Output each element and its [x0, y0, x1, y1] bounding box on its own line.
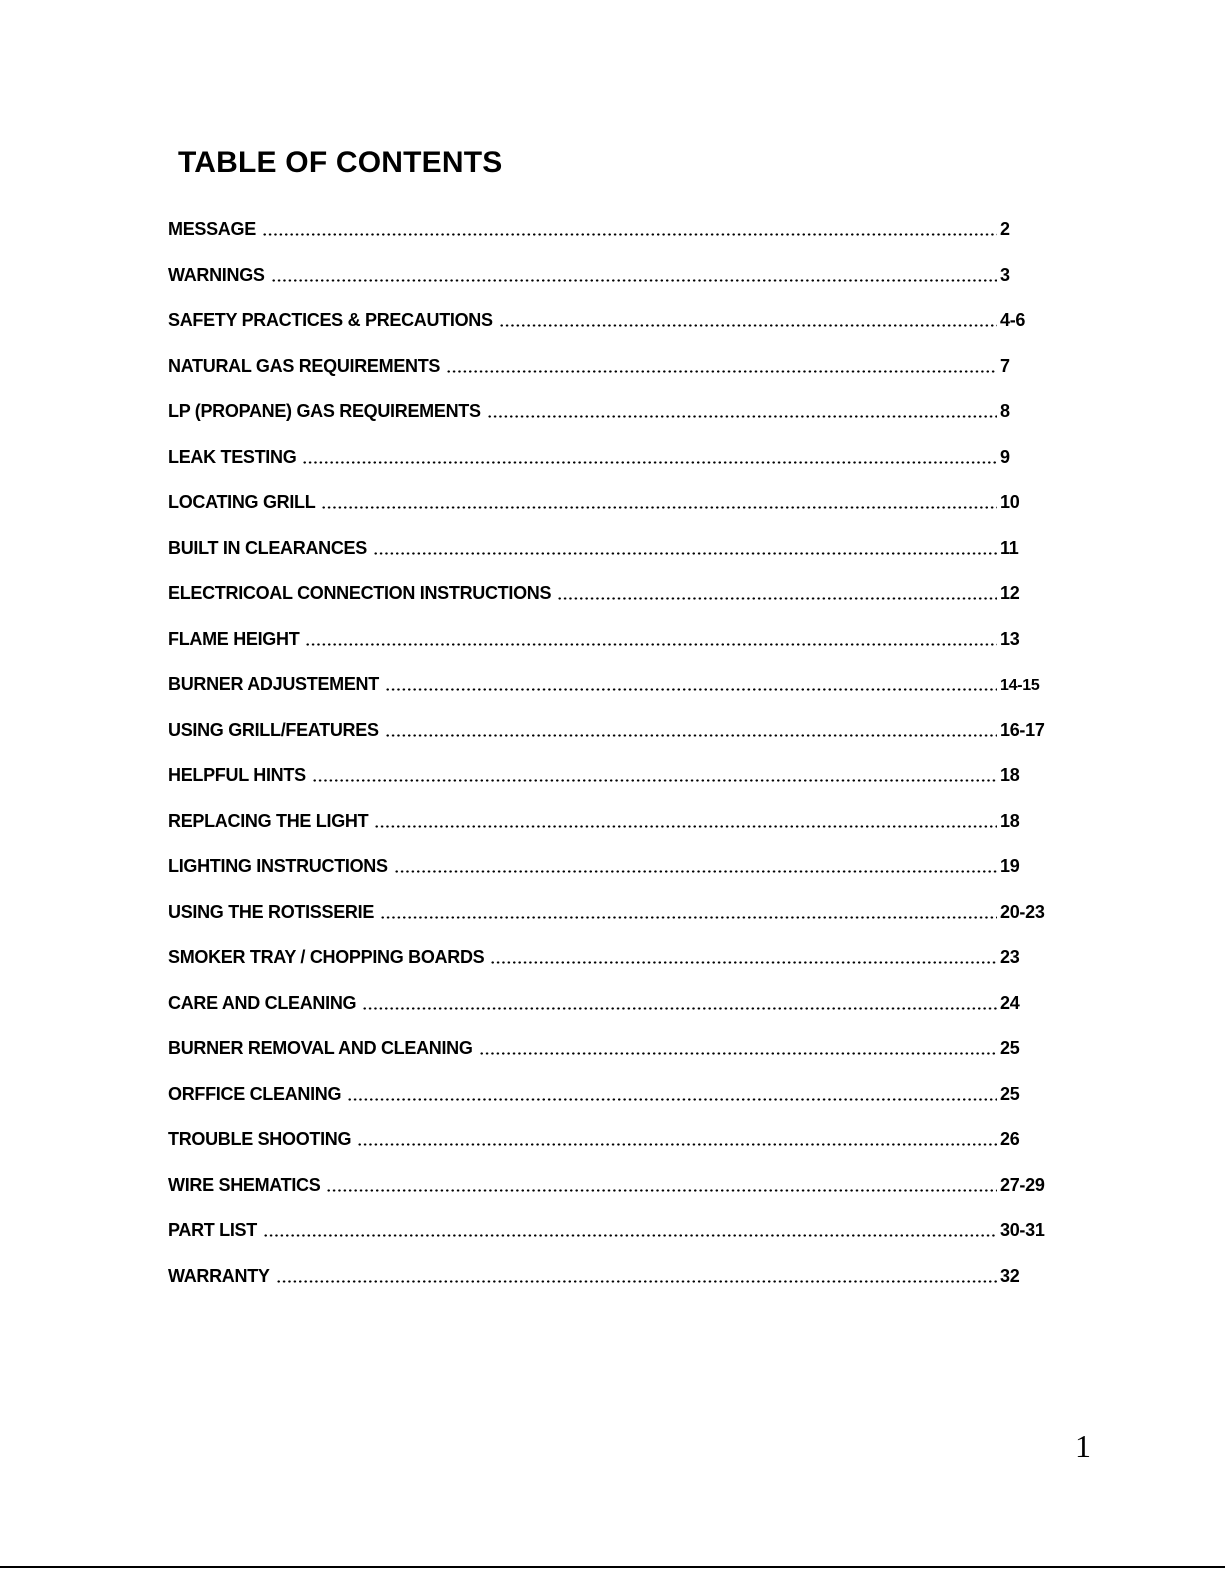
dot-leader [326, 1189, 997, 1192]
toc-entry-page: 16-17 [1000, 719, 1045, 740]
toc-entry-page: 13 [1000, 628, 1020, 649]
toc-entry[interactable] [168, 530, 1048, 576]
toc-entry[interactable] [168, 939, 1048, 985]
toc-entry-page: 3 [1000, 264, 1010, 285]
toc-entry-label: LP (PROPANE) GAS REQUIREMENTS [168, 401, 481, 421]
toc-entry-page: 18 [1000, 810, 1020, 831]
toc-entry[interactable] [168, 666, 1048, 712]
toc-entry-page: 25 [1000, 1038, 1020, 1058]
toc-entry[interactable] [168, 1076, 1048, 1122]
toc-entry[interactable] [168, 484, 1048, 530]
toc-entry[interactable] [168, 1167, 1048, 1213]
toc-entry-label: USING THE ROTISSERIE [168, 901, 375, 922]
dot-leader [263, 1234, 997, 1237]
dot-leader [490, 961, 997, 964]
toc-entry-label: BURNER ADJUSTEMENT [168, 674, 379, 694]
toc-entry-label: REPLACING THE LIGHT [168, 810, 369, 831]
dot-leader [394, 870, 997, 873]
dot-leader [479, 1052, 997, 1055]
dot-leader [347, 1098, 997, 1101]
dot-leader [305, 643, 997, 646]
toc-entry[interactable] [168, 1212, 1048, 1258]
toc-entry-label: PART LIST [168, 1220, 257, 1240]
toc-entry[interactable] [168, 1030, 1048, 1076]
toc-entry-label: LIGHTING INSTRUCTIONS [168, 856, 388, 876]
toc-entry-label: TROUBLE SHOOTING [168, 1129, 352, 1149]
page-title: TABLE OF CONTENTS [178, 146, 503, 179]
toc-entry[interactable] [168, 803, 1048, 849]
dot-leader [385, 688, 997, 691]
toc-entry-label: LOCATING GRILL [168, 492, 316, 512]
dot-leader [321, 506, 997, 509]
page-bottom-rule [0, 1566, 1225, 1568]
toc-entry-label: WARNINGS [168, 264, 265, 285]
toc-entry-label: CARE AND CLEANING [168, 992, 357, 1013]
table-of-contents [168, 211, 1048, 1303]
toc-entry-page: 9 [1000, 446, 1010, 467]
toc-entry-page: 32 [1000, 1265, 1020, 1286]
toc-entry-page: 24 [1000, 992, 1020, 1013]
toc-entry-page: 4-6 [1000, 310, 1026, 330]
toc-entry-label: MESSAGE [168, 219, 256, 239]
toc-entry[interactable] [168, 302, 1048, 348]
toc-entry-label: HELPFUL HINTS [168, 765, 306, 785]
toc-entry[interactable] [168, 211, 1048, 257]
dot-leader [362, 1007, 997, 1010]
dot-leader [487, 415, 997, 418]
page-number: 1 [1075, 1428, 1091, 1464]
toc-entry-page: 26 [1000, 1129, 1020, 1149]
toc-entry-page: 30-31 [1000, 1220, 1045, 1240]
toc-entry-page: 18 [1000, 765, 1020, 785]
toc-entry-label: WARRANTY [168, 1265, 270, 1286]
dot-leader [499, 324, 997, 327]
toc-entry[interactable] [168, 393, 1048, 439]
dot-leader [446, 370, 997, 373]
toc-entry[interactable] [168, 621, 1048, 667]
toc-entry-label: BUILT IN CLEARANCES [168, 537, 367, 558]
dot-leader [312, 779, 997, 782]
toc-entry-page: 25 [1000, 1083, 1020, 1104]
dot-leader [262, 233, 997, 236]
toc-entry-label: NATURAL GAS REQUIREMENTS [168, 355, 441, 376]
toc-entry[interactable] [168, 848, 1048, 894]
toc-entry[interactable] [168, 1121, 1048, 1167]
toc-entry-page: 19 [1000, 856, 1020, 876]
toc-entry[interactable] [168, 257, 1048, 303]
toc-entry-page: 14-15 [1000, 677, 1040, 694]
toc-entry[interactable] [168, 894, 1048, 940]
dot-leader [557, 597, 997, 600]
toc-entry-page: 8 [1000, 401, 1010, 421]
toc-entry-label: WIRE SHEMATICS [168, 1174, 321, 1195]
toc-entry-page: 12 [1000, 583, 1020, 603]
dot-leader [357, 1143, 997, 1146]
dot-leader [380, 916, 997, 919]
toc-entry[interactable] [168, 1258, 1048, 1304]
toc-entry[interactable] [168, 757, 1048, 803]
toc-entry-page: 10 [1000, 492, 1020, 512]
dot-leader [276, 1280, 997, 1283]
toc-entry-page: 11 [1000, 537, 1019, 558]
dot-leader [271, 279, 997, 282]
toc-entry-label: ELECTRICOAL CONNECTION INSTRUCTIONS [168, 583, 552, 603]
toc-entry-label: ORFFICE CLEANING [168, 1083, 342, 1104]
toc-entry-page: 2 [1000, 219, 1010, 239]
toc-entry-label: FLAME HEIGHT [168, 628, 300, 649]
toc-entry[interactable] [168, 439, 1048, 485]
toc-entry-page: 7 [1000, 355, 1010, 376]
dot-leader [374, 825, 997, 828]
toc-entry-label: BURNER REMOVAL AND CLEANING [168, 1038, 473, 1058]
dot-leader [373, 552, 997, 555]
dot-leader [302, 461, 997, 464]
toc-entry[interactable] [168, 985, 1048, 1031]
toc-entry-page: 23 [1000, 947, 1020, 967]
toc-entry-label: SAFETY PRACTICES & PRECAUTIONS [168, 310, 493, 330]
toc-entry-page: 20-23 [1000, 901, 1045, 922]
toc-entry-label: SMOKER TRAY / CHOPPING BOARDS [168, 947, 485, 967]
toc-entry-page: 27-29 [1000, 1174, 1045, 1195]
toc-entry[interactable] [168, 575, 1048, 621]
toc-entry-label: USING GRILL/FEATURES [168, 719, 379, 740]
toc-entry[interactable] [168, 712, 1048, 758]
dot-leader [385, 734, 997, 737]
toc-entry[interactable] [168, 348, 1048, 394]
toc-entry-label: LEAK TESTING [168, 446, 297, 467]
